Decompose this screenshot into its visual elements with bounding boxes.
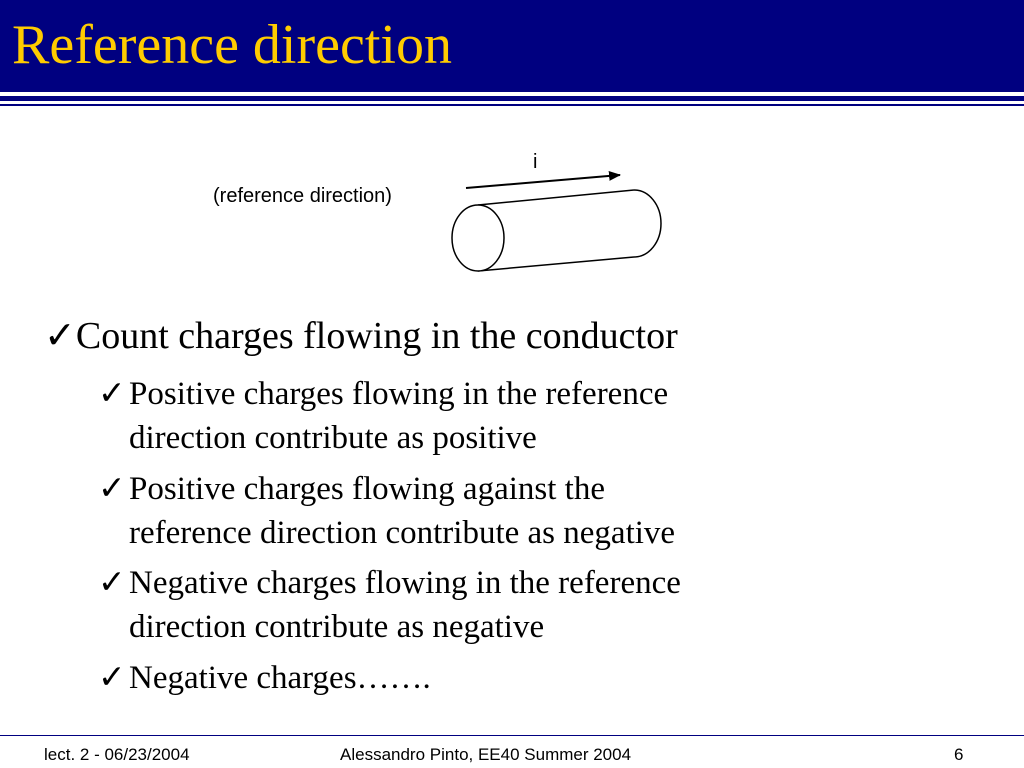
sub-bullet-line: direction contribute as negative — [129, 609, 545, 645]
sub-bullet-line: Negative charges flowing in the reference — [129, 565, 681, 601]
check-icon: ✓ — [98, 471, 126, 507]
check-icon: ✓ — [98, 565, 126, 601]
slide-footer — [0, 735, 1024, 766]
conductor-diagram — [0, 0, 1024, 300]
sub-bullet-line: reference direction contribute as negative — [129, 515, 676, 551]
check-icon: ✓ — [98, 660, 126, 696]
sub-bullet-text — [129, 372, 998, 460]
check-icon: ✓ — [98, 376, 126, 412]
current-label: i — [533, 151, 538, 173]
reference-direction-label: (reference direction) — [213, 185, 392, 207]
sub-bullet-text — [129, 467, 998, 555]
footer-author: Alessandro Pinto, EE40 Summer 2004 — [340, 745, 632, 764]
sub-bullet — [98, 656, 998, 700]
sub-bullet-line: direction contribute as positive — [129, 420, 537, 456]
sub-bullet-text — [129, 561, 998, 649]
footer-page-number: 6 — [954, 745, 964, 764]
bullet-main — [44, 310, 678, 362]
sub-bullet — [98, 561, 998, 649]
bullet-main-text: Count charges flowing in the conductor — [75, 315, 678, 357]
slide-title: Reference direction — [12, 14, 452, 76]
sub-bullet — [98, 372, 998, 460]
cylinder-back-end — [634, 190, 661, 257]
check-icon: ✓ — [44, 315, 76, 357]
footer-lecture-date: lect. 2 - 06/23/2004 — [44, 745, 190, 764]
sub-bullet-line: Positive charges flowing against the — [129, 471, 605, 507]
cylinder-bottom-edge — [478, 257, 634, 271]
reference-arrow — [466, 175, 620, 188]
sub-bullet-text — [129, 656, 998, 700]
sub-bullet — [98, 467, 998, 555]
cylinder-front-end — [452, 205, 504, 271]
sub-bullet-line: Positive charges flowing in the reference — [129, 376, 669, 412]
sub-bullet-line: Negative charges……. — [129, 660, 431, 696]
cylinder-top-edge — [478, 190, 634, 205]
